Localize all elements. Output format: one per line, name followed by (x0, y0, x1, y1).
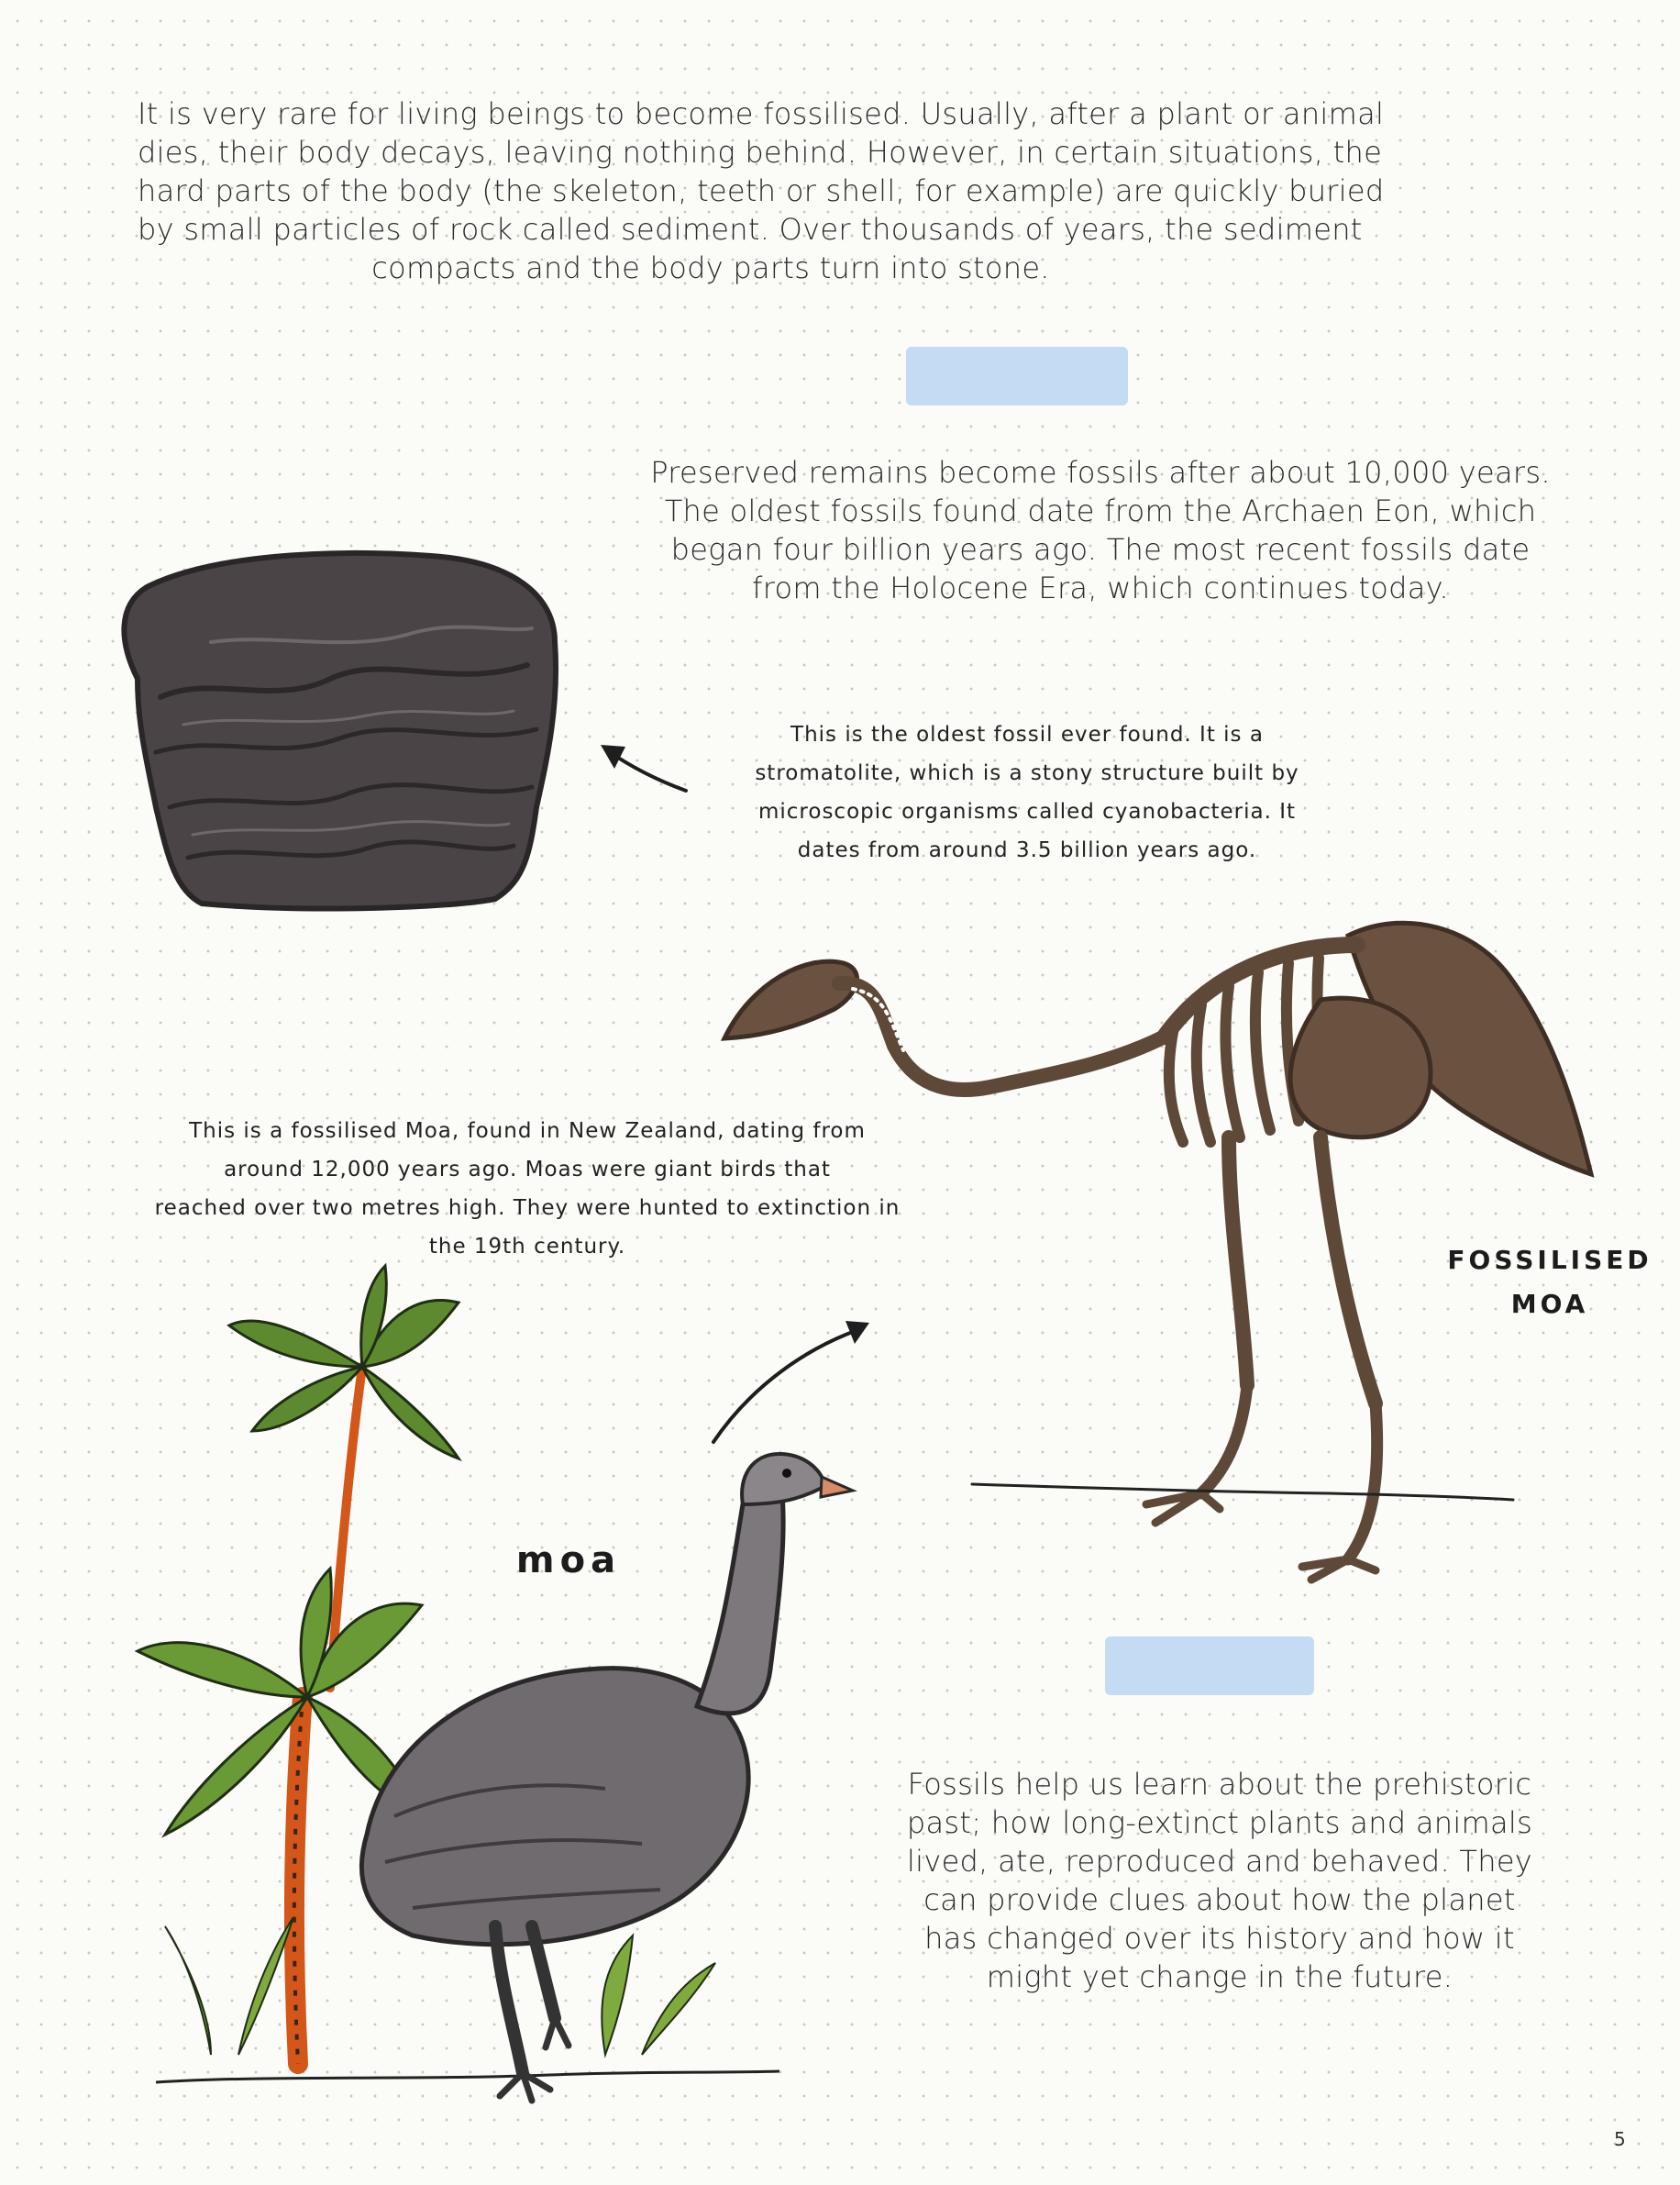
arrow-to-fossil-moa (713, 1321, 869, 1442)
fossilised-moa-label (1440, 1238, 1660, 1326)
purpose-line: has changed over its history and how it (924, 1921, 1515, 1956)
stromatolite-caption-line: stromatolite, which is a stony structure built by (755, 761, 1299, 785)
stromatolite-caption-line: microscopic organisms called cyanobacteria. It (757, 800, 1297, 824)
intro-line: compacts and the body parts turn into stone. (371, 250, 1050, 285)
purpose-line: lived, ate, reproduced and behaved. They (906, 1844, 1533, 1879)
intro-line: by small particles of rock called sediment. Over thousands of years, the sediment (138, 212, 1363, 247)
stromatolite-caption-line: dates from around 3.5 billion years ago. (797, 838, 1257, 862)
intro-line: hard parts of the body (the skeleton, teeth or shell, for example) are quickly buried (138, 173, 1385, 208)
age-line: from the Holocene Era, which continues today. (752, 571, 1449, 605)
page-number: 5 (1614, 2128, 1626, 2150)
moa-caption-line: around 12,000 years ago. Moas were giant birds that (224, 1158, 831, 1181)
fossilised-label-line: FOSSILISED (1447, 1245, 1652, 1275)
moa-caption-line: reached over two metres high. They were hunted to extinction in (154, 1196, 901, 1220)
purpose-line: past; how long-extinct plants and animals (906, 1805, 1533, 1840)
stromatolite-caption (715, 715, 1339, 870)
moa-caption-line: the 19th century. (428, 1235, 626, 1259)
purpose-line: Fossils help us learn about the prehistoric (907, 1767, 1532, 1802)
stromatolite-illustration (124, 553, 556, 908)
tree-fern-illustration (138, 1266, 779, 2082)
moa-label-line: MOA (1510, 1289, 1589, 1319)
age-line: began four billion years ago. The most recent fossils date (670, 532, 1531, 567)
intro-paragraph (138, 94, 1385, 287)
moa-caption-line: This is a fossilised Moa, found in New Zealand, dating from (189, 1119, 866, 1143)
purpose-line: might yet change in the future. (986, 1959, 1453, 1994)
intro-line: dies, their body decays, leaving nothing behind. However, in certain situations, the (138, 135, 1383, 170)
moa-label: moa (515, 1539, 622, 1581)
purpose-line: can provide clues about how the planet (923, 1882, 1516, 1917)
arrow-to-stromatolite (601, 745, 686, 791)
age-line: The oldest fossils found date from the Archaen Eon, which (664, 494, 1537, 528)
heading-highlight-top (906, 347, 1128, 405)
age-line: Preserved remains become fossils after about 10,000 years. (650, 455, 1551, 490)
fossil-age-paragraph (633, 453, 1568, 607)
intro-line: It is very rare for living beings to become fossilised. Usually, after a plant or animal (138, 96, 1385, 131)
fossil-purpose-paragraph (899, 1765, 1541, 1996)
heading-highlight-bottom (1105, 1636, 1314, 1695)
stromatolite-caption-line: This is the oldest fossil ever found. It is a (790, 723, 1264, 747)
moa-caption (128, 1112, 926, 1266)
